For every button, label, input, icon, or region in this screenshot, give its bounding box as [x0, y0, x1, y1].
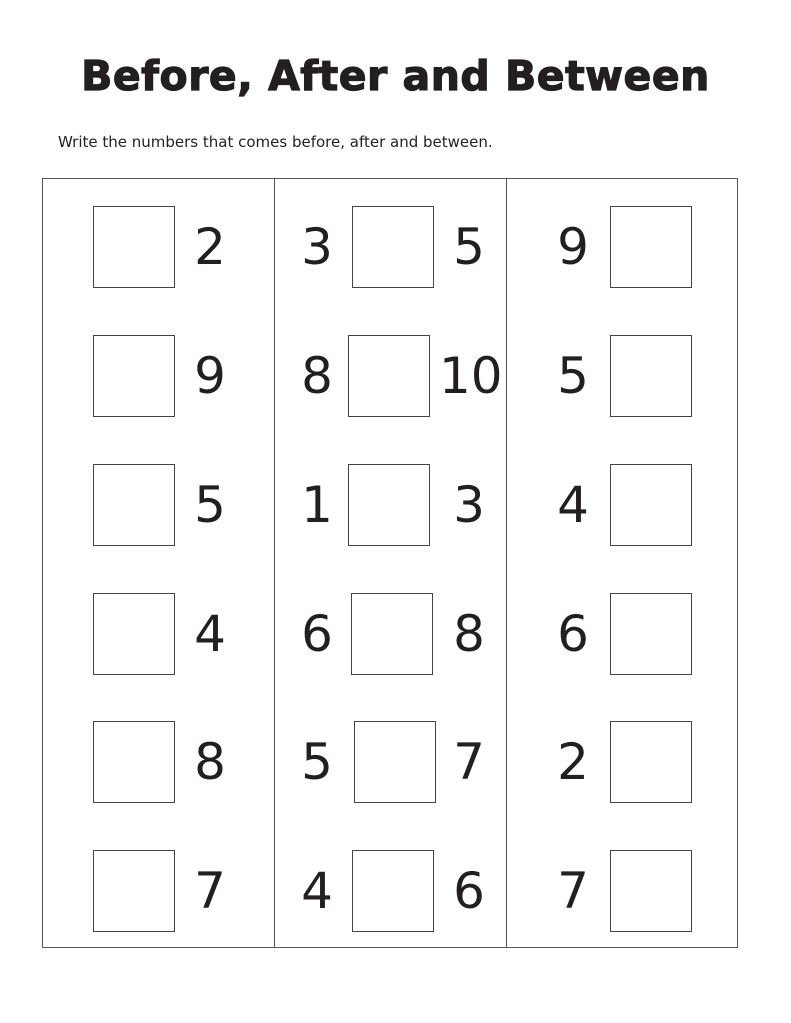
worksheet-instructions: Write the numbers that comes before, after and between. — [58, 133, 493, 151]
answer-box-between[interactable] — [352, 206, 434, 288]
given-number: 5 — [557, 347, 589, 405]
given-number: 5 — [194, 476, 226, 534]
exercise-grid — [42, 178, 738, 948]
given-number-left: 4 — [301, 862, 333, 920]
given-number-left: 3 — [301, 218, 333, 276]
answer-box-after[interactable] — [610, 335, 692, 417]
answer-box-between[interactable] — [354, 721, 436, 803]
answer-box-between[interactable] — [348, 464, 430, 546]
given-number-right: 7 — [453, 733, 485, 791]
given-number: 2 — [194, 218, 226, 276]
given-number-left: 5 — [301, 733, 333, 791]
worksheet-title: Before, After and Between — [81, 52, 710, 100]
answer-box-after[interactable] — [610, 721, 692, 803]
given-number-right: 3 — [453, 476, 485, 534]
given-number-left: 8 — [301, 347, 333, 405]
answer-box-between[interactable] — [348, 335, 430, 417]
answer-box-before[interactable] — [93, 464, 175, 546]
given-number-right: 5 — [453, 218, 485, 276]
given-number-right: 8 — [453, 605, 485, 663]
answer-box-before[interactable] — [93, 206, 175, 288]
answer-box-before[interactable] — [93, 593, 175, 675]
answer-box-before[interactable] — [93, 721, 175, 803]
given-number: 2 — [557, 733, 589, 791]
column-divider — [506, 178, 507, 948]
column-divider — [274, 178, 275, 948]
given-number: 9 — [557, 218, 589, 276]
given-number-left: 1 — [301, 476, 333, 534]
answer-box-after[interactable] — [610, 593, 692, 675]
answer-box-after[interactable] — [610, 464, 692, 546]
given-number: 4 — [557, 476, 589, 534]
answer-box-after[interactable] — [610, 850, 692, 932]
given-number: 7 — [557, 862, 589, 920]
given-number: 9 — [194, 347, 226, 405]
answer-box-before[interactable] — [93, 850, 175, 932]
answer-box-after[interactable] — [610, 206, 692, 288]
answer-box-between[interactable] — [351, 593, 433, 675]
given-number-left: 6 — [301, 605, 333, 663]
given-number: 6 — [557, 605, 589, 663]
answer-box-between[interactable] — [352, 850, 434, 932]
given-number: 4 — [194, 605, 226, 663]
given-number: 8 — [194, 733, 226, 791]
given-number-right: 10 — [439, 347, 503, 405]
given-number-right: 6 — [453, 862, 485, 920]
given-number: 7 — [194, 862, 226, 920]
answer-box-before[interactable] — [93, 335, 175, 417]
